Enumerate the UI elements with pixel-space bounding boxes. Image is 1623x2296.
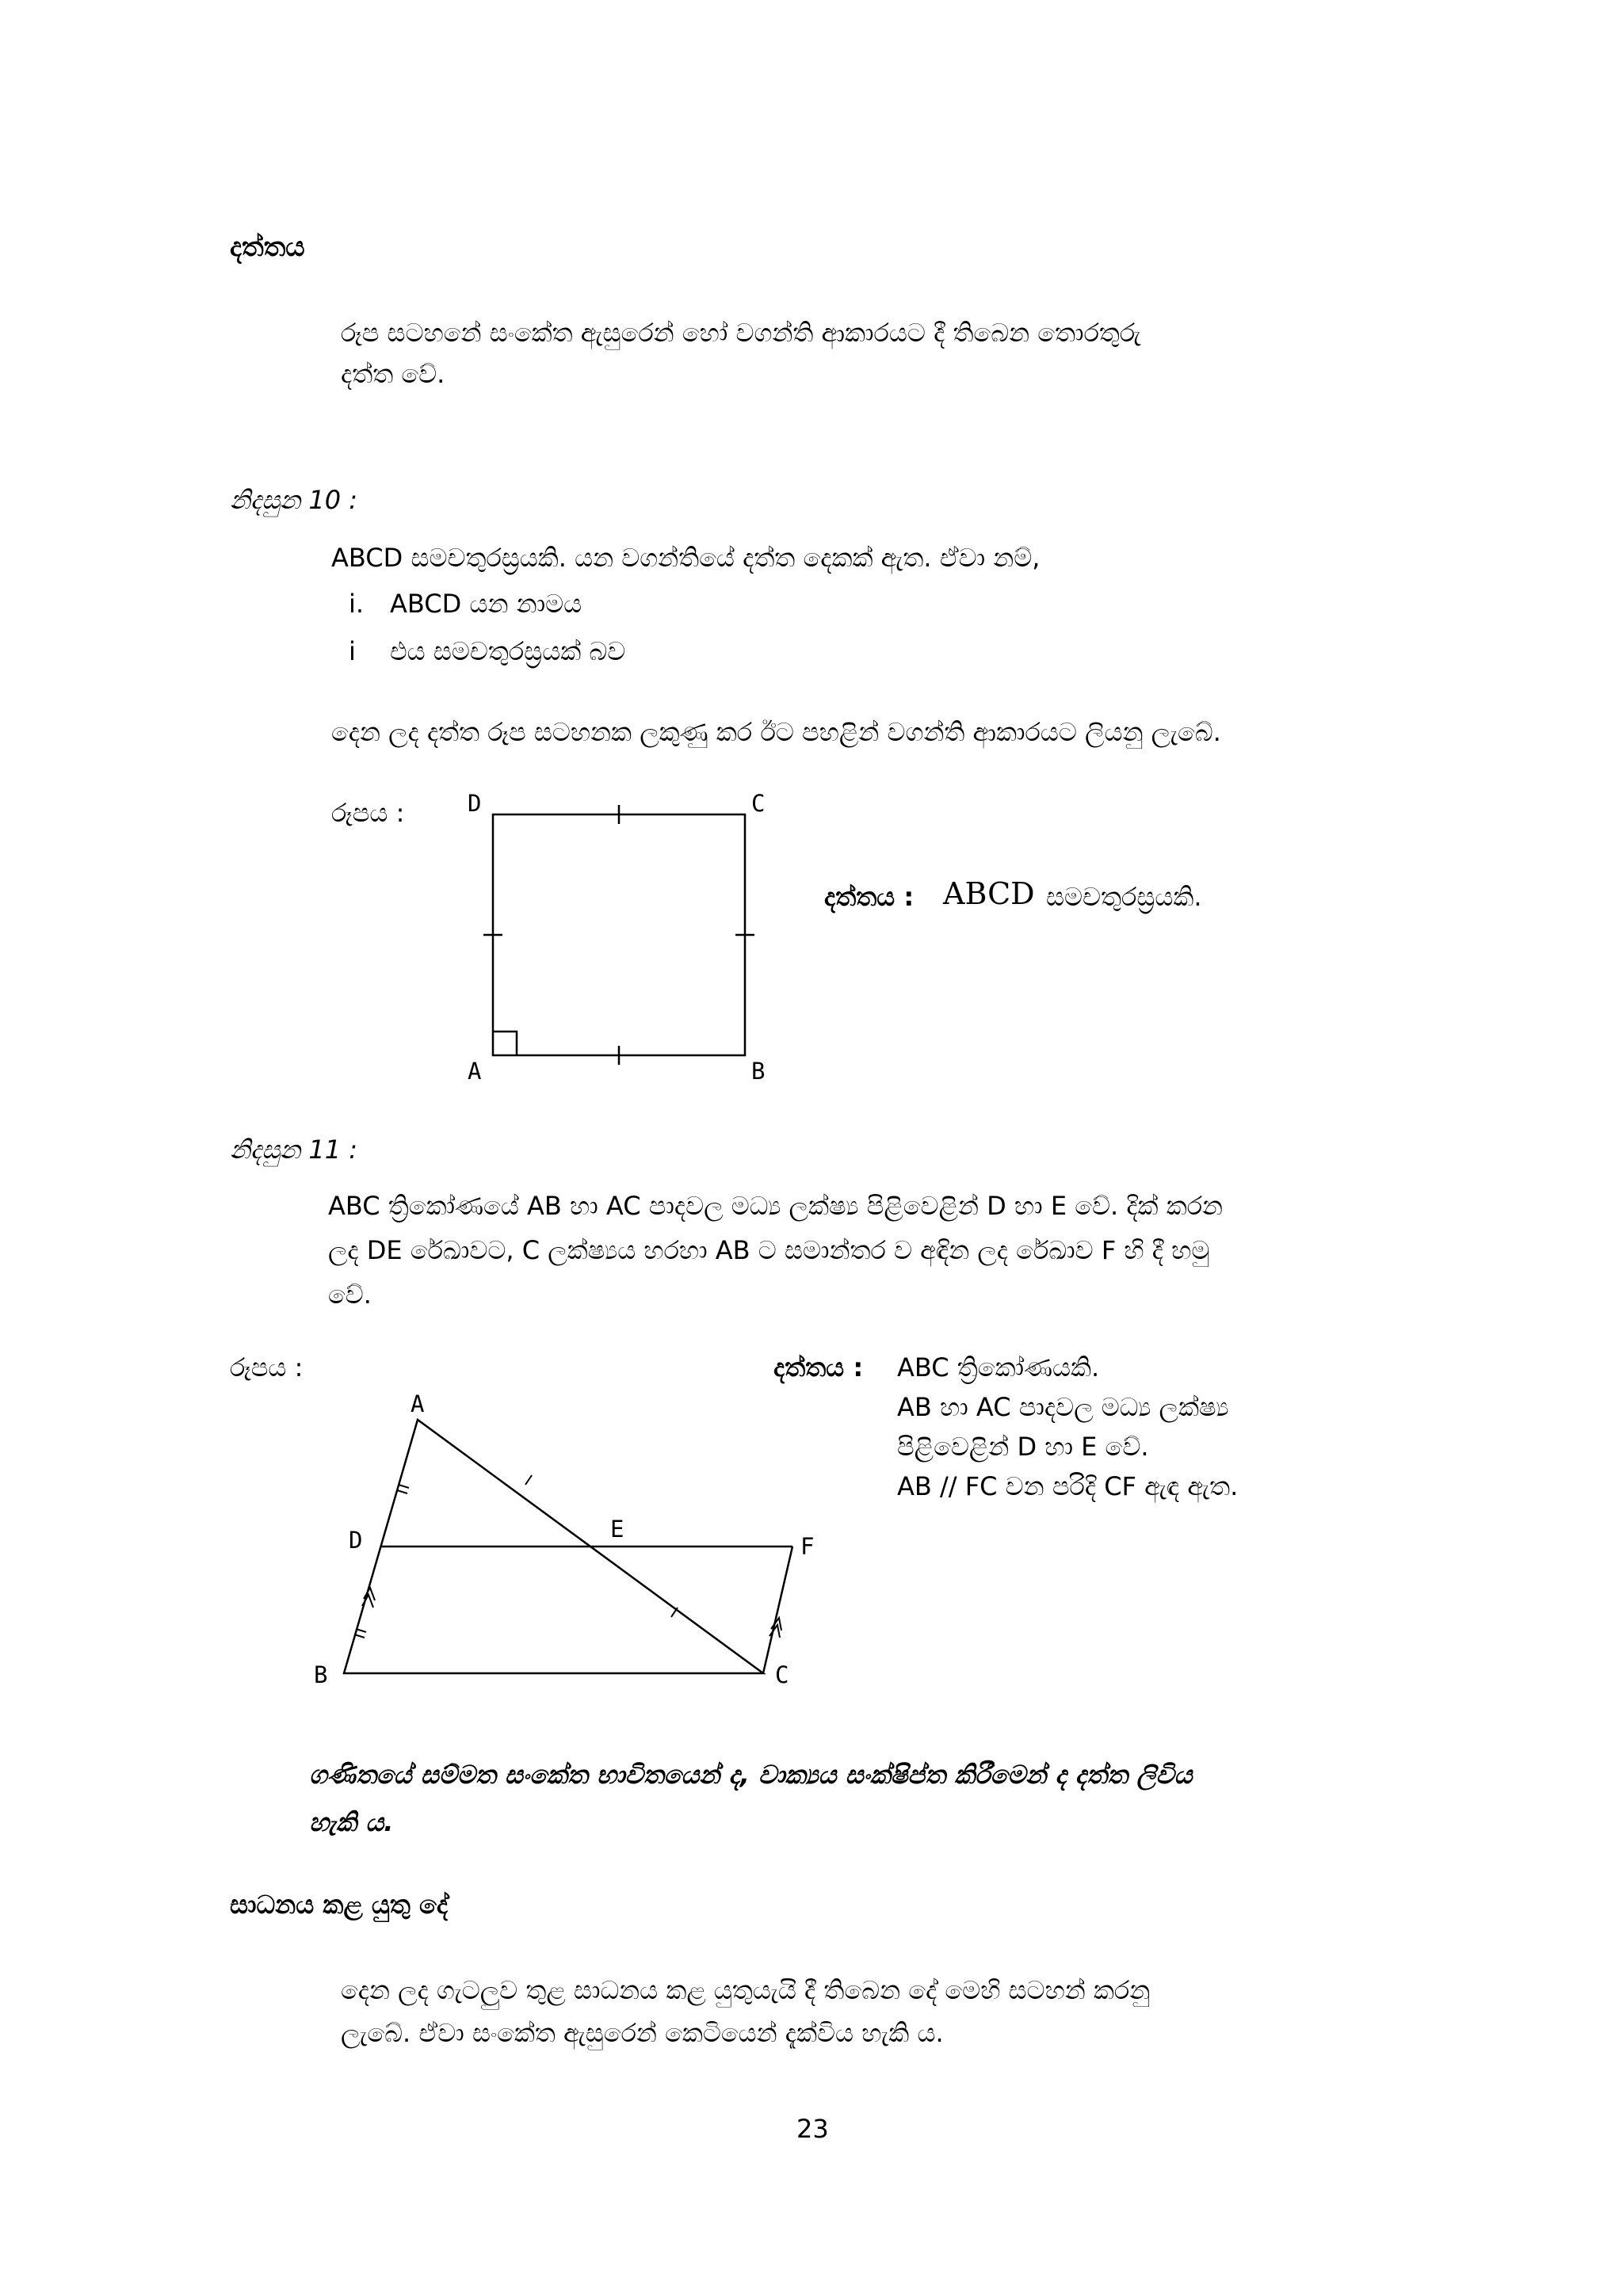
- example-10-title: නිදසුන 10 :: [230, 485, 358, 515]
- example-10-statement: ABCD සමචතුරස්‍රයකි. යන වගන්තියේ දත්ත දෙකක් ඇත. ඒවා නම්,: [331, 543, 1041, 573]
- example-10-item-1: ABCD යන නාමය: [390, 589, 582, 619]
- square-outline: [493, 814, 745, 1055]
- example-10-given-value: ABCD: [943, 876, 1035, 911]
- intro-line-2: දත්ත වේ.: [341, 359, 445, 389]
- right-angle-marker: [493, 1032, 517, 1055]
- heading-to-prove: සාධනය කළ යුතු දේ: [230, 1890, 449, 1920]
- vertex-b: B: [751, 1058, 766, 1085]
- example-11-line-2: ලද DE රේඛාවට, C ලක්ෂ්‍යය හරහා AB ට සමාන්තර ව අඳින ලද රේඛාව F හි දී හමු: [328, 1235, 1210, 1265]
- page-number: 23: [796, 2114, 829, 2144]
- emphasis-line-2: හැකි ය.: [309, 1807, 394, 1837]
- example-10-item-2-marker: i: [349, 636, 356, 666]
- prove-line-2: ලැබේ. ඒවා සංකේත ඇසුරෙන් කෙටියෙන් දැක්විය හැකි ය.: [341, 2018, 944, 2048]
- example-11-given-4: AB // FC වන පරිදි CF ඇඳ ඇත.: [897, 1471, 1239, 1501]
- example-10-note: දෙන ලද දත්ත රූප සටහනක ලකුණු කර ඊට පහළින් වගන්ති ආකාරයට ලියනු ලැබේ.: [331, 717, 1221, 747]
- vertex-d: D: [349, 1527, 363, 1554]
- line-cf: [763, 1547, 792, 1673]
- vertex-a: A: [468, 1058, 482, 1085]
- intro-line-1: රූප සටහනේ සංකේත ඇසුරෙන් හෝ වගන්ති ආකාරයට දී තිබෙන තොරතුරු: [341, 318, 1141, 348]
- example-11-given-2: AB හා AC පාදවල මධ්‍ය ලක්ෂ්‍ය: [897, 1392, 1229, 1422]
- example-11-given-3: පිළිවෙළින් D හා E වේ.: [897, 1432, 1149, 1462]
- example-11-title: නිදසුන 11 :: [230, 1135, 358, 1165]
- example-10-item-2: එය සමචතුරස්‍රයක් බව: [390, 636, 626, 666]
- prove-line-1: දෙන ලද ගැටලුව තුළ සාධනය කළ යුතුයැයි දී තිබෙන දේ මෙහි සටහන් කරනු: [341, 1975, 1151, 2005]
- example-11-given-label: දත්තය :: [773, 1352, 864, 1383]
- example-10-given-suffix: සමචතුරස්‍රයකි.: [1046, 882, 1202, 912]
- vertex-d: D: [468, 790, 482, 817]
- vertex-c: C: [751, 790, 766, 817]
- example-11-given-1: ABC ත්‍රිකෝණයකි.: [897, 1352, 1100, 1383]
- vertex-b: B: [314, 1661, 328, 1688]
- vertex-e: E: [610, 1516, 624, 1543]
- tick-ae: [525, 1475, 532, 1485]
- example-11-line-3: වේ.: [328, 1280, 372, 1310]
- tick-ad-1: [399, 1485, 409, 1488]
- square-figure: [444, 792, 777, 1093]
- vertex-a: A: [411, 1390, 425, 1417]
- example-11-line-1: ABC ත්‍රිකෝණයේ AB හා AC පාදවල මධ්‍ය ලක්ෂ්‍ය පිළිවෙළින් D හා E වේ. දික් කරන: [328, 1191, 1224, 1221]
- example-10-figure-label: රූපය :: [331, 798, 405, 828]
- heading-given: දත්තය: [230, 231, 305, 263]
- example-10-item-1-marker: i.: [349, 589, 365, 619]
- vertex-c: C: [775, 1661, 789, 1688]
- example-10-given-label: දත්තය :: [824, 882, 915, 912]
- vertex-f: F: [800, 1533, 815, 1560]
- emphasis-line-1: ගණිතයේ සම්මත සංකේත භාවිතයෙන් ද, වාක්‍යය සංක්ෂිප්ත කිරීමෙන් ද දත්ත ලිවිය: [309, 1760, 1193, 1790]
- tick-ad-2: [397, 1490, 407, 1493]
- triangle-figure: [309, 1379, 848, 1695]
- example-11-figure-label: රූපය :: [230, 1352, 304, 1383]
